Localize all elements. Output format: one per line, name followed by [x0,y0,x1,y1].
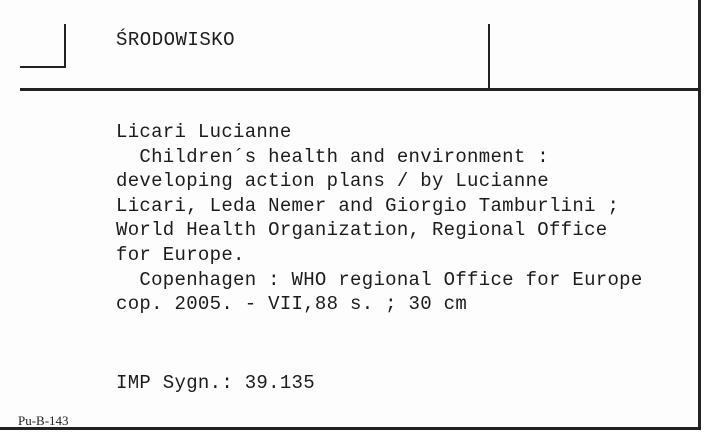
vertical-divider [488,24,490,90]
call-number: IMP Sygn.: 39.135 [116,372,315,394]
entry-line: cop. 2005. - VII,88 s. ; 30 cm [116,293,468,316]
subject-heading: ŚRODOWISKO [116,29,236,51]
entry-line: Licari Lucianne [116,121,292,143]
card-stamp: Pu-B-143 [18,413,69,428]
entry-line: for Europe. [116,243,245,266]
horizontal-divider [20,88,698,91]
entry-line: Copenhagen : WHO regional Office for Europe [116,268,643,291]
entry-line: developing action plans / by Lucianne [116,170,549,193]
entry-line: World Health Organization, Regional Office [116,219,608,242]
corner-bracket [20,24,66,68]
entry-line: Licari, Leda Nemer and Giorgio Tamburlini ; [116,194,620,217]
entry-line: Children´s health and environment : [116,145,549,168]
bibliographic-entry [116,120,643,317]
